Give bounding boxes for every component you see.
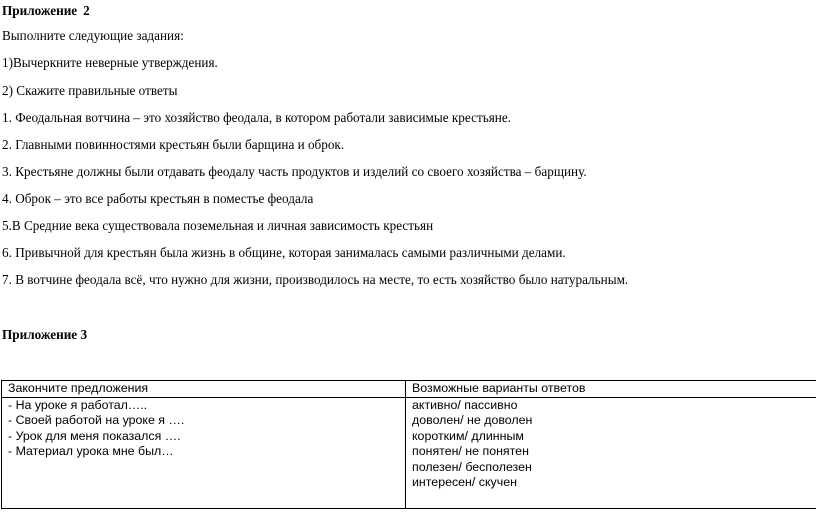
- statement-7: 7. В вотчине феодала всё, что нужно для жизни, производилось на месте, то есть хозяйство было натуральным.: [2, 272, 629, 287]
- task-2: 2) Скажите правильные ответы: [2, 83, 178, 98]
- appendix-2-number: 2: [83, 3, 90, 18]
- sentence-3: - Урок для меня показался ….: [8, 428, 181, 443]
- table-header-answers: Возможные варианты ответов: [406, 381, 816, 398]
- answers-cell: [406, 397, 816, 508]
- sentence-1: - На уроке я работал…..: [8, 397, 148, 412]
- statement-1: 1. Феодальная вотчина – это хозяйство феодала, в котором работали зависимые крестьяне.: [2, 110, 511, 125]
- answer-1: активно/ пассивно: [412, 397, 518, 412]
- instructions-intro: Выполните следующие задания:: [2, 28, 184, 43]
- statement-5: 5.В Средние века существовала поземельная и личная зависимость крестьян: [2, 218, 434, 233]
- statement-6: 6. Привычной для крестьян была жизнь в общине, которая занималась самыми различными делами.: [2, 245, 566, 260]
- sentence-2: - Своей работой на уроке я ….: [8, 413, 185, 427]
- sentences-cell: [2, 397, 406, 508]
- answer-2: доволен/ не доволен: [412, 413, 533, 427]
- answer-3: коротким/ длинным: [412, 428, 524, 443]
- appendix-2-title: [2, 3, 90, 19]
- answer-5: полезен/ бесполезен: [412, 459, 532, 474]
- statement-2: 2. Главными повинностями крестьян были барщина и оброк.: [2, 137, 345, 152]
- table-header-row: [2, 381, 816, 398]
- sentence-4: - Материал урока мне был…: [8, 444, 174, 458]
- statement-4: 4. Оброк – это все работы крестьян в поместье феодала: [2, 191, 314, 206]
- task-1: 1)Вычеркните неверные утверждения.: [2, 55, 218, 70]
- statement-3: 3. Крестьяне должны были отдавать феодалу часть продуктов и изделий со своего хозяйства – барщину.: [2, 164, 587, 179]
- table-header-sentences: Закончите предложения: [2, 381, 406, 398]
- table-body-row: [2, 397, 816, 508]
- appendix-2-title-word: Приложение: [2, 3, 78, 18]
- reflection-table: [1, 380, 816, 509]
- appendix-3-title: Приложение 3: [2, 327, 88, 342]
- answer-6: интересен/ скучен: [412, 475, 517, 489]
- answer-4: понятен/ не понятен: [412, 444, 529, 458]
